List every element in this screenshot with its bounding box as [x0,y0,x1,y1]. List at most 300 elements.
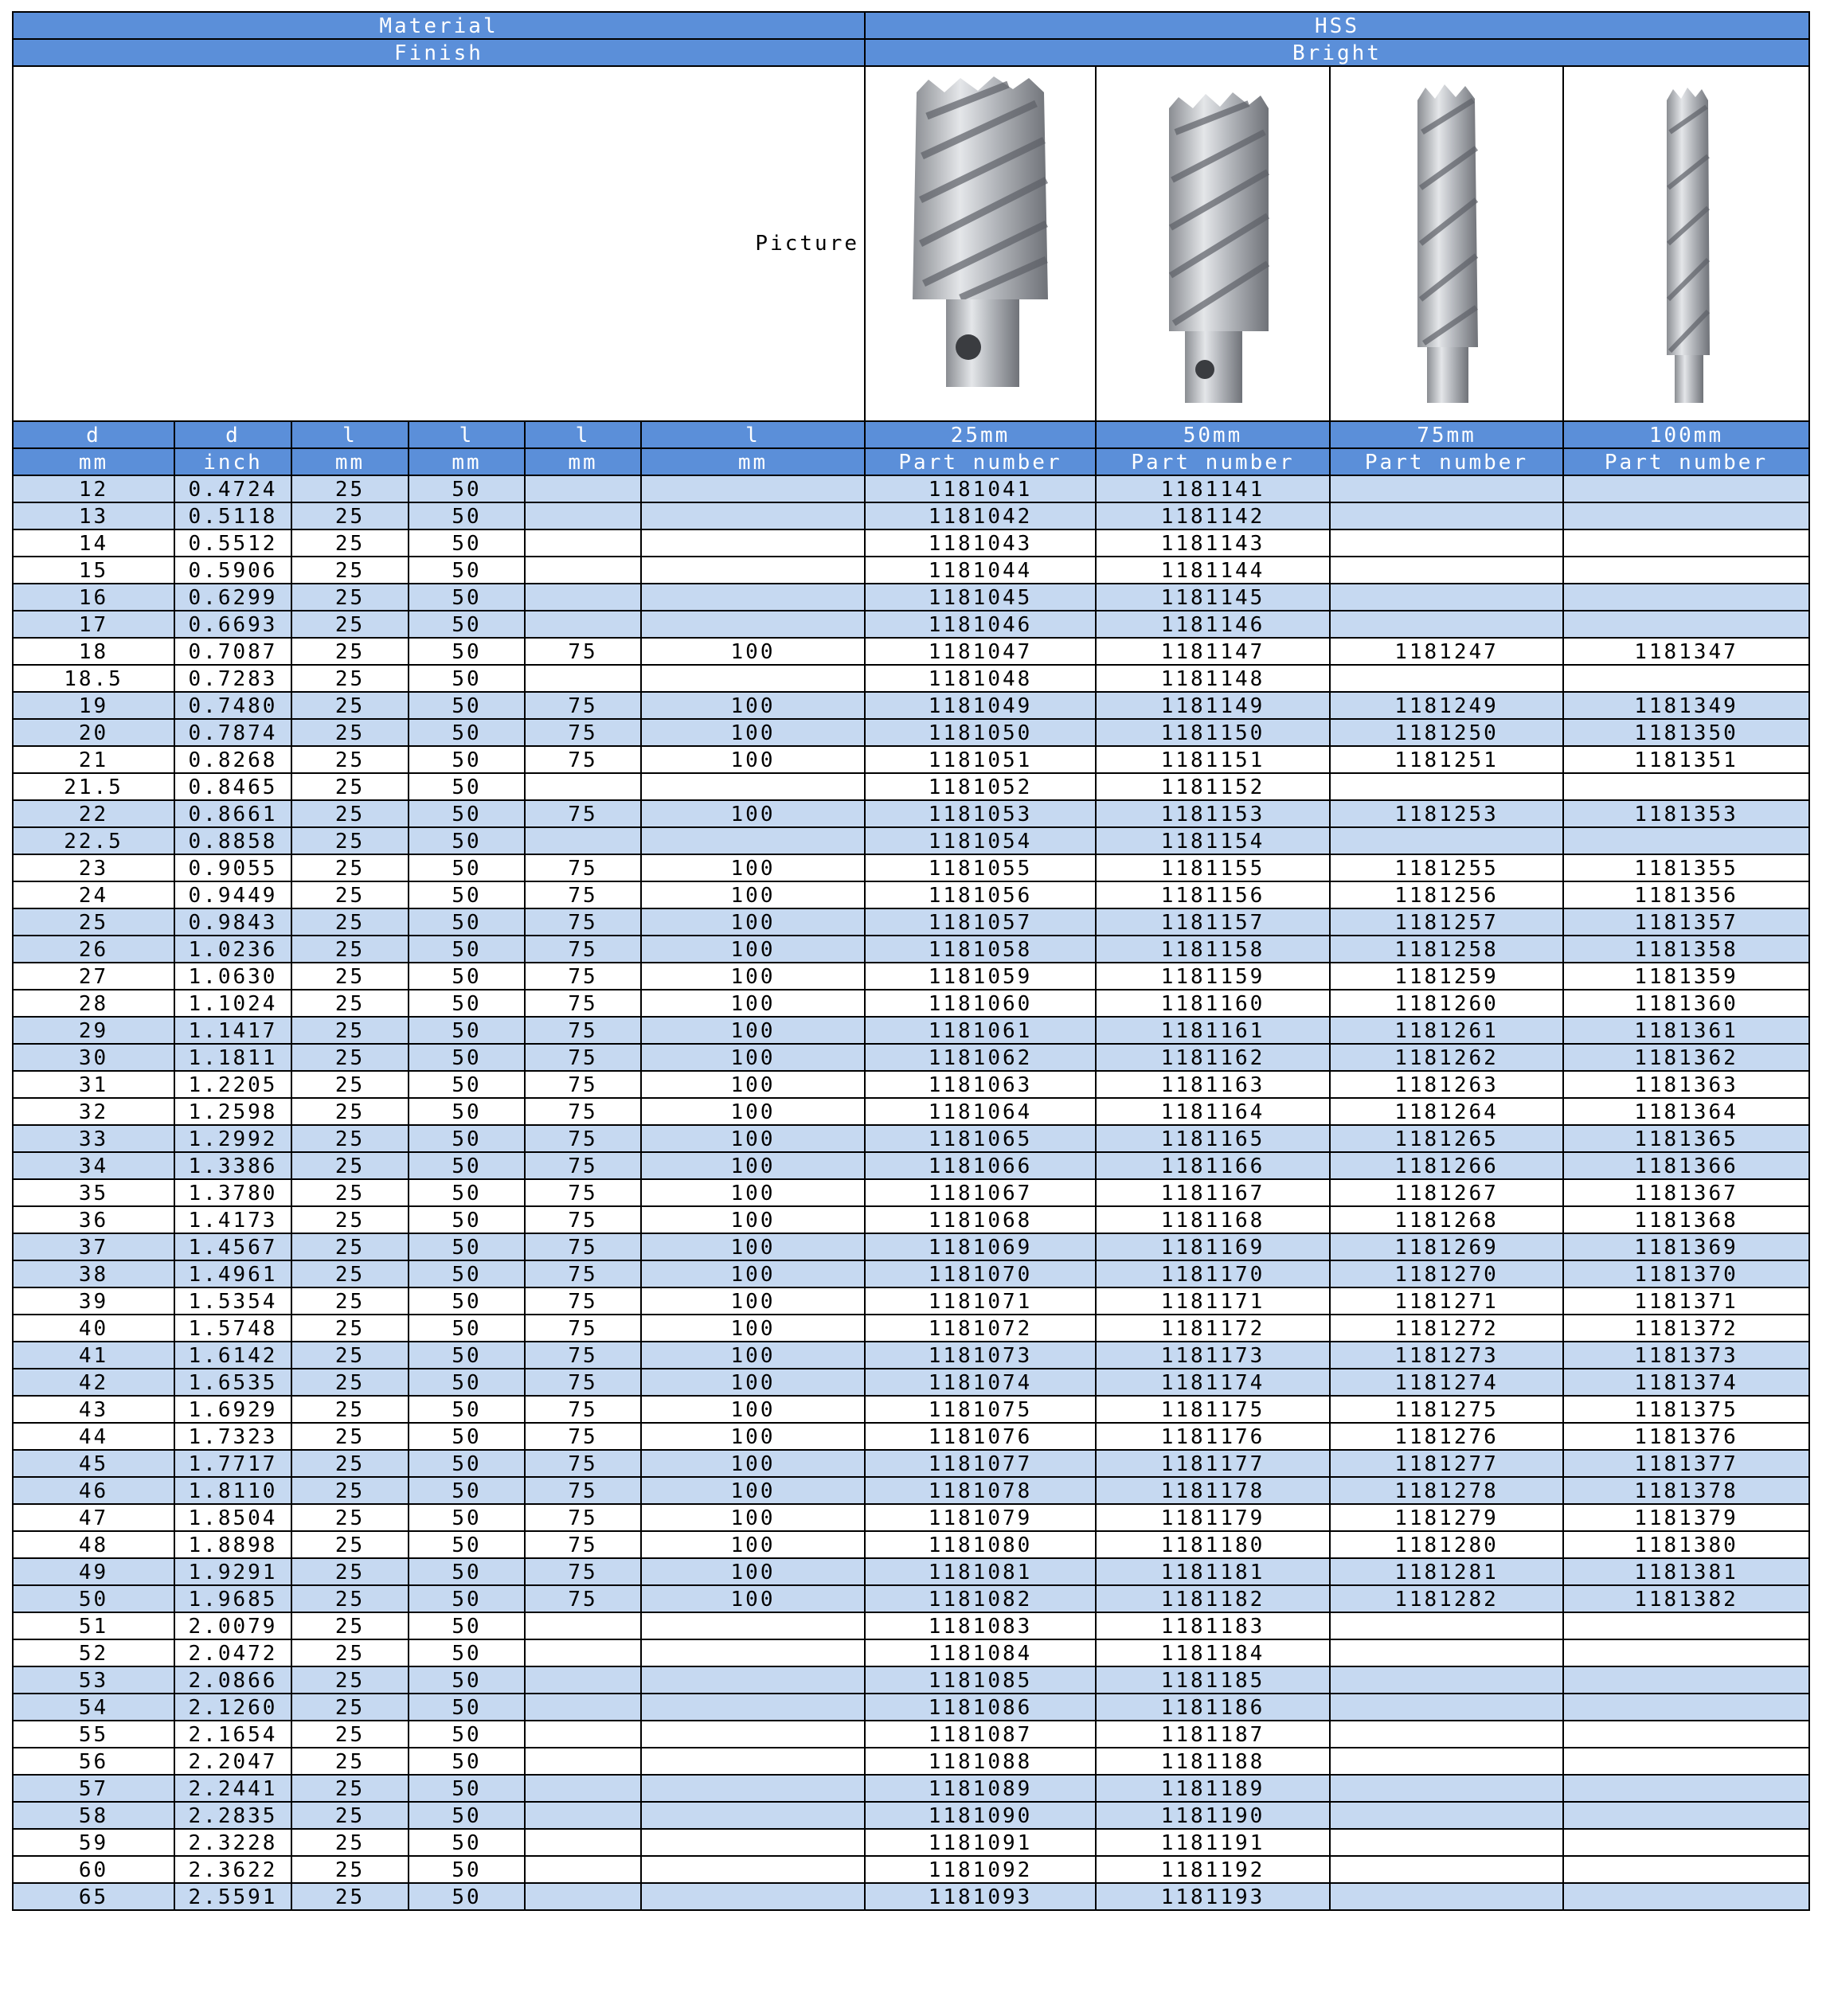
table-cell: 22.5 [13,827,174,854]
table-cell: 1181179 [1096,1504,1330,1531]
table-row [13,800,1809,827]
table-cell: 1181065 [865,1125,1096,1152]
table-cell [1563,557,1809,584]
table-cell: 75 [525,1071,641,1098]
table-cell [641,1748,865,1775]
table-cell: 22 [13,800,174,827]
table-cell: 1181157 [1096,908,1330,936]
table-cell [641,1694,865,1721]
table-cell: 1181257 [1330,908,1563,936]
table-cell: 1181041 [865,475,1096,502]
table-cell: 50 [409,1450,525,1477]
table-cell: 42 [13,1369,174,1396]
table-cell: 25 [291,1017,409,1044]
table-cell: 25 [291,1775,409,1802]
table-cell: 50 [13,1585,174,1612]
table-cell: 100 [641,854,865,881]
table-cell [1563,1748,1809,1775]
table-cell: 1.5748 [174,1315,291,1342]
table-cell: 50 [409,1531,525,1558]
table-cell: 1181181 [1096,1558,1330,1585]
table-cell: 100 [641,1287,865,1315]
table-row [13,1666,1809,1694]
table-cell: 1181249 [1330,692,1563,719]
table-cell: 75 [525,1315,641,1342]
column-unit: Part number [1563,448,1809,475]
column-header: l [409,421,525,448]
table-cell: 39 [13,1287,174,1315]
picture-row [13,66,1809,421]
table-cell: 25 [291,1071,409,1098]
table-cell [641,529,865,557]
table-cell: 100 [641,936,865,963]
table-cell: 1181366 [1563,1152,1809,1179]
table-cell: 1181380 [1563,1531,1809,1558]
table-cell: 100 [641,1558,865,1585]
table-cell: 75 [525,719,641,746]
table-cell: 1181170 [1096,1260,1330,1287]
table-cell: 25 [291,1179,409,1206]
table-cell: 55 [13,1721,174,1748]
table-row [13,827,1809,854]
table-cell: 1181263 [1330,1071,1563,1098]
table-cell: 0.7283 [174,665,291,692]
table-cell: 1.8898 [174,1531,291,1558]
table-cell: 1181162 [1096,1044,1330,1071]
table-cell: 1.5354 [174,1287,291,1315]
table-cell: 75 [525,1558,641,1585]
table-cell: 1181256 [1330,881,1563,908]
column-header: l [525,421,641,448]
table-cell: 25 [291,1531,409,1558]
table-cell: 100 [641,800,865,827]
table-row [13,475,1809,502]
table-cell: 1181176 [1096,1423,1330,1450]
table-cell [525,611,641,638]
table-cell: 59 [13,1829,174,1856]
table-cell: 25 [291,1152,409,1179]
table-cell: 100 [641,1098,865,1125]
table-cell: 1181172 [1096,1315,1330,1342]
table-row [13,1315,1809,1342]
table-cell: 100 [641,746,865,773]
table-cell [1563,1802,1809,1829]
table-cell: 1181270 [1330,1260,1563,1287]
table-cell: 50 [409,475,525,502]
table-cell: 1181050 [865,719,1096,746]
material-value: HSS [865,12,1809,39]
table-row [13,692,1809,719]
column-names-row [13,421,1809,448]
table-cell: 19 [13,692,174,719]
table-cell: 1181177 [1096,1450,1330,1477]
table-cell: 25 [291,800,409,827]
table-cell [1563,1883,1809,1910]
table-cell: 1181082 [865,1585,1096,1612]
table-cell: 12 [13,475,174,502]
table-cell: 50 [409,746,525,773]
table-cell: 75 [525,746,641,773]
table-cell: 57 [13,1775,174,1802]
column-unit: Part number [1330,448,1563,475]
table-row [13,557,1809,584]
table-cell: 60 [13,1856,174,1883]
table-cell: 25 [291,773,409,800]
table-cell [641,557,865,584]
table-cell: 1181377 [1563,1450,1809,1477]
table-cell: 21 [13,746,174,773]
table-row [13,611,1809,638]
table-cell: 0.7480 [174,692,291,719]
table-row [13,1612,1809,1639]
material-label: Material [13,12,865,39]
table-row [13,908,1809,936]
table-cell [1330,1856,1563,1883]
table-cell: 1181371 [1563,1287,1809,1315]
table-cell: 1181069 [865,1233,1096,1260]
table-cell: 50 [409,1721,525,1748]
column-unit: mm [291,448,409,475]
table-cell: 1181145 [1096,584,1330,611]
table-cell: 1181070 [865,1260,1096,1287]
table-cell: 25 [291,1802,409,1829]
table-cell: 1181369 [1563,1233,1809,1260]
table-cell: 50 [409,1152,525,1179]
table-cell: 50 [409,854,525,881]
table-cell: 75 [525,1585,641,1612]
table-cell: 17 [13,611,174,638]
table-row [13,1856,1809,1883]
table-cell: 50 [409,1775,525,1802]
table-cell: 50 [409,638,525,665]
table-row [13,1504,1809,1531]
column-unit: mm [409,448,525,475]
table-cell: 50 [409,1071,525,1098]
table-cell: 1.6142 [174,1342,291,1369]
table-row [13,1829,1809,1856]
table-cell: 1.0236 [174,936,291,963]
table-cell [641,1829,865,1856]
table-cell: 1181381 [1563,1558,1809,1585]
table-cell: 25 [291,475,409,502]
table-cell: 2.2835 [174,1802,291,1829]
table-cell: 1.4173 [174,1206,291,1233]
table-cell: 50 [409,1694,525,1721]
table-row [13,1396,1809,1423]
table-cell: 1181247 [1330,638,1563,665]
table-cell: 50 [409,719,525,746]
table-cell: 1.6929 [174,1396,291,1423]
table-cell: 75 [525,881,641,908]
table-cell: 30 [13,1044,174,1071]
table-cell [1330,827,1563,854]
table-cell: 0.8858 [174,827,291,854]
table-cell: 25 [291,584,409,611]
table-cell [641,773,865,800]
table-cell [1563,611,1809,638]
table-row [13,936,1809,963]
table-cell: 1181188 [1096,1748,1330,1775]
table-cell: 1181067 [865,1179,1096,1206]
table-cell: 50 [409,881,525,908]
table-cell [1330,1775,1563,1802]
table-cell: 1181255 [1330,854,1563,881]
table-cell [1563,665,1809,692]
table-row [13,638,1809,665]
column-unit: Part number [1096,448,1330,475]
table-cell: 100 [641,1152,865,1179]
table-cell: 2.0866 [174,1666,291,1694]
material-row [13,12,1809,39]
table-cell: 25 [291,1612,409,1639]
table-cell: 25 [291,746,409,773]
table-cell: 1181180 [1096,1531,1330,1558]
table-cell: 1181189 [1096,1775,1330,1802]
table-cell: 40 [13,1315,174,1342]
table-cell: 1181362 [1563,1044,1809,1071]
table-cell: 25 [291,1504,409,1531]
table-row [13,719,1809,746]
table-cell: 2.0472 [174,1639,291,1666]
table-cell: 1181091 [865,1829,1096,1856]
table-cell: 1181160 [1096,990,1330,1017]
table-cell: 2.2441 [174,1775,291,1802]
table-cell: 36 [13,1206,174,1233]
annular-cutter-icon [1387,68,1507,419]
table-cell: 50 [409,1829,525,1856]
table-cell: 1181364 [1563,1098,1809,1125]
table-cell: 1181267 [1330,1179,1563,1206]
table-cell: 1181081 [865,1558,1096,1585]
table-cell: 50 [409,1044,525,1071]
table-cell: 25 [291,963,409,990]
table-cell: 25 [291,1423,409,1450]
table-cell: 1181274 [1330,1369,1563,1396]
table-cell: 1181250 [1330,719,1563,746]
table-cell [641,1883,865,1910]
table-cell: 1181071 [865,1287,1096,1315]
table-cell: 75 [525,1233,641,1260]
table-cell: 75 [525,990,641,1017]
table-cell: 25 [291,1396,409,1423]
annular-cutter-icon [1635,68,1738,419]
table-cell: 1181063 [865,1071,1096,1098]
table-cell: 1181353 [1563,800,1809,827]
table-cell: 1181159 [1096,963,1330,990]
table-cell: 25 [291,854,409,881]
table-cell: 1181278 [1330,1477,1563,1504]
table-cell: 50 [409,1883,525,1910]
table-cell: 100 [641,1342,865,1369]
table-cell: 100 [641,1125,865,1152]
table-cell [525,1775,641,1802]
table-cell: 50 [409,773,525,800]
column-header: 25mm [865,421,1096,448]
table-cell: 1181049 [865,692,1096,719]
table-cell: 0.6693 [174,611,291,638]
table-cell: 2.0079 [174,1612,291,1639]
table-cell: 1181185 [1096,1666,1330,1694]
table-cell: 25 [291,1477,409,1504]
table-cell: 2.1260 [174,1694,291,1721]
column-unit: mm [641,448,865,475]
table-cell [641,1639,865,1666]
table-cell: 25 [291,1829,409,1856]
table-cell: 50 [409,1315,525,1342]
table-cell: 1181087 [865,1721,1096,1748]
table-cell [1330,1612,1563,1639]
table-row [13,746,1809,773]
table-cell: 1181156 [1096,881,1330,908]
table-cell: 1.3780 [174,1179,291,1206]
table-cell: 1181143 [1096,529,1330,557]
table-cell: 75 [525,1044,641,1071]
table-cell: 75 [525,963,641,990]
table-cell: 1181351 [1563,746,1809,773]
table-cell: 1181147 [1096,638,1330,665]
table-cell: 52 [13,1639,174,1666]
table-cell: 34 [13,1152,174,1179]
table-cell: 41 [13,1342,174,1369]
table-cell: 25 [291,990,409,1017]
table-cell: 100 [641,1423,865,1450]
table-cell [1330,502,1563,529]
table-row [13,1071,1809,1098]
table-cell: 1181058 [865,936,1096,963]
table-cell: 1.2598 [174,1098,291,1125]
table-row [13,1098,1809,1125]
table-cell: 75 [525,1531,641,1558]
finish-row [13,39,1809,66]
table-cell [1563,773,1809,800]
table-cell [525,1883,641,1910]
table-cell: 100 [641,908,865,936]
table-cell: 25 [291,1206,409,1233]
table-cell: 25 [291,1666,409,1694]
table-cell: 50 [409,1748,525,1775]
annular-cutter-50mm-image [1096,66,1330,421]
table-cell: 50 [409,1666,525,1694]
table-cell: 54 [13,1694,174,1721]
table-row [13,1721,1809,1748]
table-cell: 1181382 [1563,1585,1809,1612]
table-cell: 0.7087 [174,638,291,665]
table-row [13,1179,1809,1206]
table-cell: 1181075 [865,1396,1096,1423]
table-cell: 1.1024 [174,990,291,1017]
table-cell: 50 [409,665,525,692]
column-header: l [291,421,409,448]
table-cell: 25 [291,1260,409,1287]
table-cell: 25 [291,1558,409,1585]
table-cell: 1181186 [1096,1694,1330,1721]
table-cell: 1181074 [865,1369,1096,1396]
table-cell: 49 [13,1558,174,1585]
table-cell [641,1721,865,1748]
table-cell [1330,1829,1563,1856]
annular-cutter-100mm-image [1563,66,1809,421]
finish-value: Bright [865,39,1809,66]
table-cell: 1181360 [1563,990,1809,1017]
table-cell: 50 [409,908,525,936]
table-cell: 25 [291,638,409,665]
table-cell: 50 [409,557,525,584]
column-units-row [13,448,1809,475]
table-cell: 1181083 [865,1612,1096,1639]
table-cell: 50 [409,936,525,963]
table-cell: 0.7874 [174,719,291,746]
table-cell: 100 [641,719,865,746]
table-cell: 1.0630 [174,963,291,990]
table-cell: 100 [641,963,865,990]
table-cell [1330,1694,1563,1721]
table-cell [1330,1883,1563,1910]
column-unit: mm [525,448,641,475]
table-cell [641,1612,865,1639]
table-cell: 25 [291,692,409,719]
table-row [13,1694,1809,1721]
column-unit: Part number [865,448,1096,475]
table-cell: 50 [409,1558,525,1585]
table-cell [525,584,641,611]
annular-cutter-75mm-image [1330,66,1563,421]
table-cell: 1181184 [1096,1639,1330,1666]
table-cell: 25 [291,881,409,908]
table-cell: 1181281 [1330,1558,1563,1585]
table-cell: 1181178 [1096,1477,1330,1504]
table-cell: 100 [641,990,865,1017]
table-row [13,1748,1809,1775]
table-cell: 20 [13,719,174,746]
table-row [13,1017,1809,1044]
table-cell: 1181187 [1096,1721,1330,1748]
table-cell: 27 [13,963,174,990]
table-cell: 0.8661 [174,800,291,827]
table-cell: 1181079 [865,1504,1096,1531]
table-cell: 50 [409,963,525,990]
table-cell: 50 [409,1179,525,1206]
table-cell: 100 [641,1260,865,1287]
table-cell: 1181265 [1330,1125,1563,1152]
table-cell: 1181368 [1563,1206,1809,1233]
table-cell [1330,1748,1563,1775]
table-cell: 50 [409,990,525,1017]
table-cell [525,557,641,584]
table-cell: 24 [13,881,174,908]
table-cell: 1181062 [865,1044,1096,1071]
table-cell: 1181086 [865,1694,1096,1721]
table-cell: 1181055 [865,854,1096,881]
table-cell: 56 [13,1748,174,1775]
finish-label: Finish [13,39,865,66]
table-cell: 1.4961 [174,1260,291,1287]
table-cell: 1181165 [1096,1125,1330,1152]
table-cell: 25 [291,1098,409,1125]
table-cell [641,1775,865,1802]
table-cell: 1181085 [865,1666,1096,1694]
table-cell: 25 [291,665,409,692]
table-cell: 35 [13,1179,174,1206]
table-cell: 1181367 [1563,1179,1809,1206]
table-cell: 1181078 [865,1477,1096,1504]
table-row [13,1883,1809,1910]
table-cell: 1181168 [1096,1206,1330,1233]
table-cell: 1181084 [865,1639,1096,1666]
table-cell: 1181169 [1096,1233,1330,1260]
column-header: d [13,421,174,448]
table-cell: 1181174 [1096,1369,1330,1396]
table-cell: 0.9449 [174,881,291,908]
